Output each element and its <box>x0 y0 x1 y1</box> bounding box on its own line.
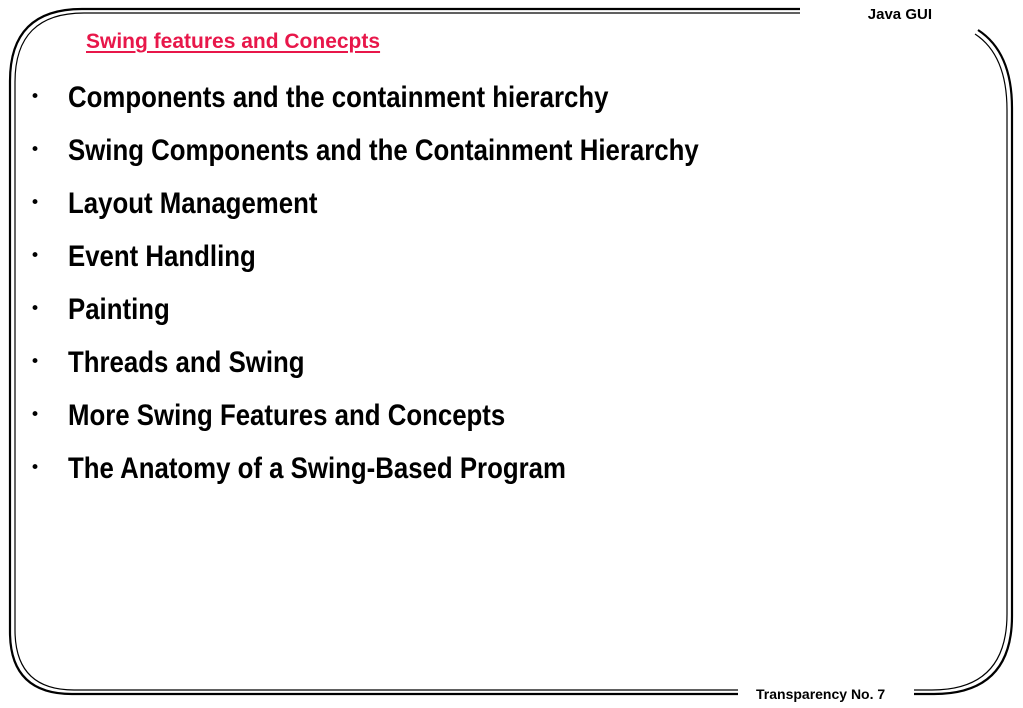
bullet-icon: • <box>30 246 41 266</box>
bullet-icon: • <box>30 87 41 107</box>
list-item-label: Components and the containment hierarchy <box>68 80 609 114</box>
list-item <box>30 442 801 495</box>
bullet-icon: • <box>30 140 41 160</box>
list-item-label: More Swing Features and Concepts <box>68 398 506 432</box>
list-item-label: Swing Components and the Containment Hierarchy <box>68 133 699 167</box>
list-item <box>30 230 801 283</box>
bullet-icon: • <box>30 299 41 319</box>
list-item-label: Threads and Swing <box>68 345 305 379</box>
header-label: Java GUI <box>867 6 932 23</box>
footer-label: Transparency No. 7 <box>752 686 889 702</box>
bullet-list <box>30 71 801 495</box>
slide-title: Swing features and Conecpts <box>86 30 381 53</box>
list-item <box>30 177 801 230</box>
list-item <box>30 336 801 389</box>
bullet-icon: • <box>30 405 41 425</box>
bullet-icon: • <box>30 193 41 213</box>
list-item <box>30 283 801 336</box>
bullet-icon: • <box>30 352 41 372</box>
list-item-label: The Anatomy of a Swing-Based Program <box>68 451 566 485</box>
list-item-label: Painting <box>68 292 170 326</box>
list-item <box>30 71 801 124</box>
list-item-label: Layout Management <box>68 186 318 220</box>
list-item <box>30 124 801 177</box>
list-item-label: Event Handling <box>68 239 256 273</box>
bullet-icon: • <box>30 458 41 478</box>
list-item <box>30 389 801 442</box>
